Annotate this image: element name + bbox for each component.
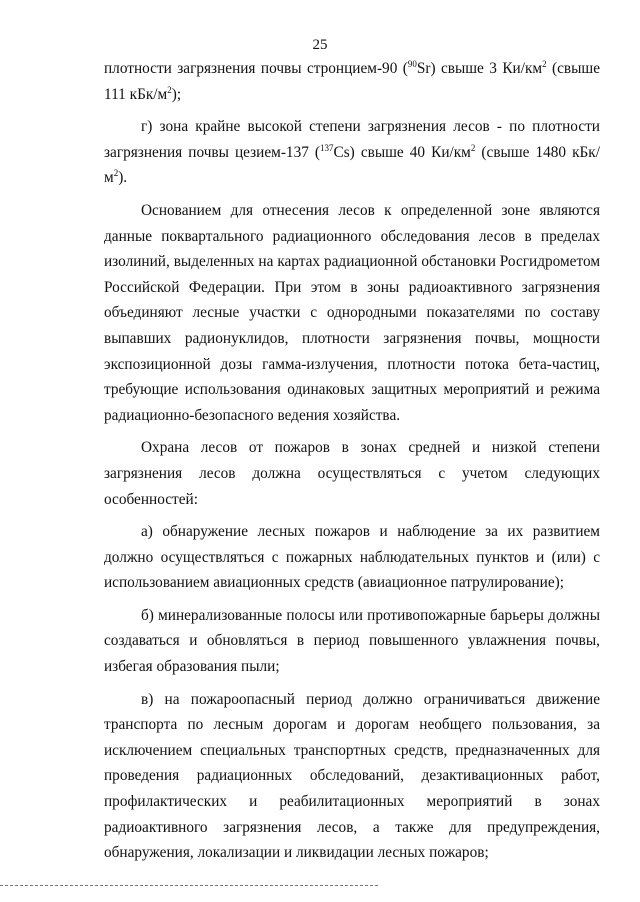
paragraph-zone-basis: Основанием для отнесения лесов к определенной зоне являются данные поквартального радиационного обследования лесов в пределах изолиний, выделенных на картах радиационной обстановки Росгидрометом Российской Федерации. При этом в зоны радиоактивного загрязнения объединяют лесные участки с однородными показателями по составу выпавших радионуклидов, плотности загрязнения почвы, мощности экспозиционной дозы гамма-излучения, плотности потока бета-частиц, требующие использования одинаковых защитных мероприятий и режима радиационно-безопасного ведения хозяйства. [104, 201, 600, 424]
text-run: ); [171, 85, 182, 103]
text-run: (свыше 1480 кБк/м [104, 143, 600, 187]
page-number: 25 [312, 37, 328, 53]
text-run: Cs) свыше 40 Ки/км [333, 143, 471, 161]
text-run: г) зона крайне высокой степени загрязнения лесов - по плотности загрязнения почвы цезием-137 ( [104, 118, 600, 161]
unit-exponent: 2 [470, 142, 476, 153]
paragraph-item-v: в) на пожароопасный период должно ограничиваться движение транспорта по лесным дорогам и дорогам необщего пользования, за исключением специальных транспортных средств, предназначенных для проведения радиационных обследований, дезактивационных работ, профилактических и реабилитационных мероприятий в зонах радиоактивного загрязнения лесов, а также для предупреждения, обнаружения, локализации и ликвидации лесных пожаров; [104, 690, 600, 862]
text-run: Sr) свыше 3 Ки/км [416, 60, 543, 77]
paragraph-fire-protection: Охрана лесов от пожаров в зонах средней и низкой степени загрязнения лесов должна осуществляться с учетом следующих особенностей: [104, 439, 600, 508]
document-body [104, 56, 600, 873]
text-run: (свыше 111 кБк/м [104, 60, 600, 103]
text-run: ). [118, 169, 128, 187]
unit-exponent: 2 [167, 84, 172, 95]
unit-exponent: 2 [542, 59, 547, 69]
paragraph-strontium-density [104, 56, 600, 107]
text-run: плотности загрязнения почвы стронцием-90 ( [104, 60, 408, 77]
isotope-mass-number: 90 [407, 59, 417, 69]
paragraph-item-a: а) обнаружение лесных пожаров и наблюдение за их развитием должно осуществляться с пожарных наблюдательных пунктов и (или) с использованием авиационных средств (авиационное патрулирование); [104, 523, 600, 592]
paragraph-zone-g [104, 114, 600, 191]
isotope-mass-number: 137 [320, 142, 334, 153]
footer-divider [0, 885, 378, 886]
unit-exponent: 2 [113, 168, 119, 179]
paragraph-item-b: б) минерализованные полосы или противопожарные барьеры должны создаваться и обновляться в период повышенного увлажнения почвы, избегая образования пыли; [104, 606, 600, 676]
